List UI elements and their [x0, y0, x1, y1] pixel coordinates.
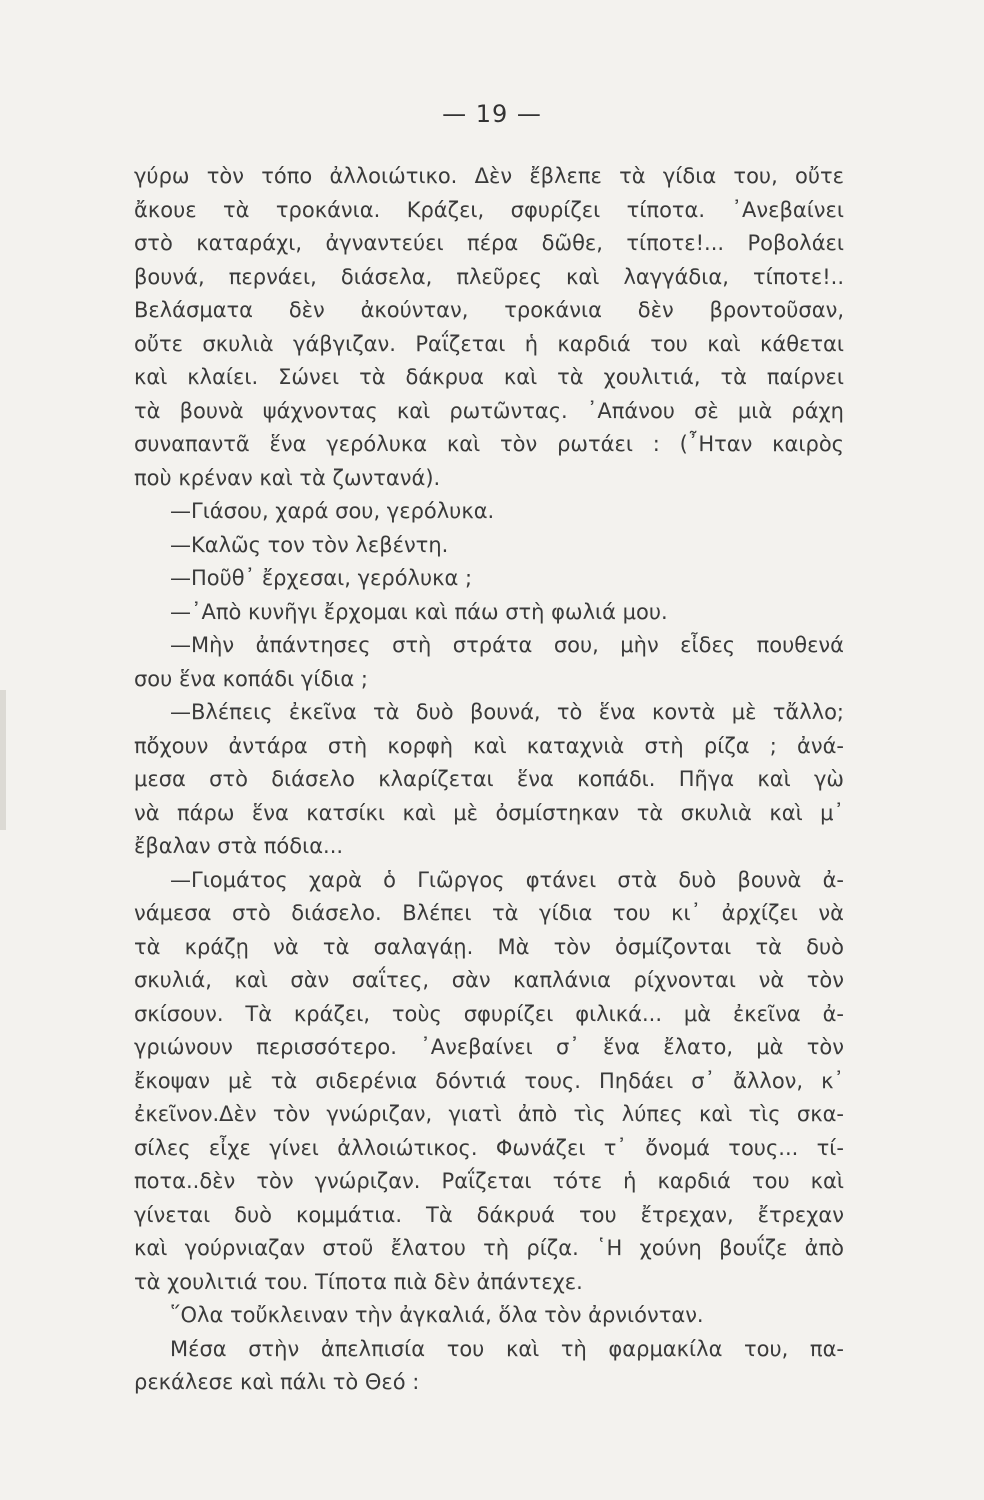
- text-line: καὶ κλαίει. Σώνει τὰ δάκρυα καὶ τὰ χουλιτιά, τὰ παίρνει: [134, 365, 844, 389]
- text-line: ἔκοψαν μὲ τὰ σιδερένια δόντιά τους. Πηδάει σ᾿ ἄλλον, κ᾿: [134, 1068, 844, 1093]
- text-line: —Ποῦθ᾿ ἔρχεσαι, γερόλυκα ;: [170, 566, 473, 590]
- text-line: καὶ γούρνιαζαν στοῦ ἔλατου τὴ ρίζα. ῾Η χούνη βουΐζε ἀπὸ: [134, 1236, 844, 1260]
- text-line: σίλες εἶχε γίνει ἀλλοιώτικος. Φωνάζει τ᾿ ὄνομά τους... τί-: [134, 1135, 844, 1160]
- text-line: συναπαντᾶ ἕνα γερόλυκα καὶ τὸν ρωτάει : (῏Ηταν καιρὸς: [134, 432, 844, 456]
- text-line: σου ἕνα κοπάδι γίδια ;: [134, 666, 369, 691]
- text-line: ἄκουε τὰ τροκάνια. Κράζει, σφυρίζει τίποτα. ᾿Ανεβαίνει: [134, 197, 844, 222]
- text-line: Μέσα στὴν ἀπελπισία του καὶ τὴ φαρμακίλα του, πα-: [170, 1336, 844, 1361]
- text-line: σκυλιά, καὶ σὰν σαΐτες, σὰν καπλάνια ρίχνονται νὰ τὸν: [134, 968, 844, 992]
- text-line: τὰ βουνὰ ψάχνοντας καὶ ρωτῶντας. ᾿Απάνου σὲ μιὰ ράχη: [134, 398, 844, 423]
- text-line: —Γιάσου, χαρά σου, γερόλυκα.: [170, 499, 495, 523]
- page-edge-mark: [0, 690, 6, 830]
- text-line: στὸ καταράχι, ἀγναντεύει πέρα δῶθε, τίποτε!... Ροβολάει: [134, 231, 844, 255]
- text-line: γριώνουν περισσότερο. ᾿Ανεβαίνει σ᾿ ἕνα ἔλατο, μὰ τὸν: [134, 1035, 844, 1059]
- text-line: —᾿Απὸ κυνῆγι ἔρχομαι καὶ πάω στὴ φωλιά μου.: [170, 599, 668, 624]
- text-line: —Γιομάτος χαρὰ ὁ Γιῶργος φτάνει στὰ δυὸ βουνὰ ἀ-: [170, 867, 844, 892]
- text-line: —Μὴν ἀπάντησες στὴ στράτα σου, μὴν εἶδες πουθενά: [170, 633, 844, 657]
- text-line: —Καλῶς τον τὸν λεβέντη.: [170, 532, 449, 557]
- text-line: ποὺ κρέναν καὶ τὰ ζωντανά).: [134, 465, 441, 490]
- text-line: γύρω τὸν τόπο ἀλλοιώτικο. Δὲν ἔβλεπε τὰ γίδια του, οὔτε: [134, 164, 844, 188]
- text-line: ἐκεῖνον.Δὲν τὸν γνώριζαν, γιατὶ ἀπὸ τὶς λύπες καὶ τὶς σκα-: [134, 1102, 844, 1126]
- text-line: νάμεσα στὸ διάσελο. Βλέπει τὰ γίδια του κι᾿ ἀρχίζει νὰ: [134, 901, 844, 925]
- text-line: μεσα στὸ διάσελο κλαρίζεται ἕνα κοπάδι. Πῆγα καὶ γὼ: [134, 767, 844, 791]
- text-line: σκίσουν. Τὰ κράζει, τοὺς σφυρίζει φιλικά... μὰ ἐκεῖνα ἀ-: [134, 1001, 844, 1026]
- text-line: πὄχουν ἀντάρα στὴ κορφὴ καὶ καταχνιὰ στὴ ρίζα ; ἀνά-: [134, 733, 844, 758]
- text-line: τὰ χουλιτιά του. Τίποτα πιὰ δὲν ἀπάντεχε.: [134, 1269, 583, 1294]
- text-line: —Βλέπεις ἐκεῖνα τὰ δυὸ βουνά, τὸ ἕνα κοντὰ μὲ τἄλλο;: [170, 700, 844, 724]
- text-line: βουνά, περνάει, διάσελα, πλεῦρες καὶ λαγγάδια, τίποτε!..: [134, 264, 844, 289]
- text-line: Βελάσματα δὲν ἀκούνταν, τροκάνια δὲν βροντοῦσαν,: [134, 298, 844, 322]
- text-line: νὰ πάρω ἕνα κατσίκι καὶ μὲ ὀσμίστηκαν τὰ σκυλιὰ καὶ μ᾿: [134, 800, 844, 825]
- text-line: οὔτε σκυλιὰ γάβγιζαν. Ραΐζεται ἡ καρδιά του καὶ κάθεται: [134, 331, 844, 356]
- text-line: γίνεται δυὸ κομμάτια. Τὰ δάκρυά του ἔτρεχαν, ἔτρεχαν: [134, 1202, 844, 1227]
- page-number: — 19 —: [442, 100, 542, 128]
- text-line: ῞Ολα τοὔκλειναν τὴν ἀγκαλιά, ὅλα τὸν ἀρνιόνταν.: [170, 1303, 704, 1327]
- text-line: ποτα..δὲν τὸν γνώριζαν. Ραΐζεται τότε ἡ καρδιά του καὶ: [134, 1169, 844, 1193]
- text-line: ρεκάλεσε καὶ πάλι τὸ Θεό :: [134, 1370, 420, 1394]
- text-line: τὰ κράζῃ νὰ τὰ σαλαγάῃ. Μὰ τὸν ὀσμίζονται τὰ δυὸ: [134, 934, 844, 959]
- body-text: [134, 160, 844, 1400]
- text-line: ἔβαλαν στὰ πόδια...: [134, 834, 344, 858]
